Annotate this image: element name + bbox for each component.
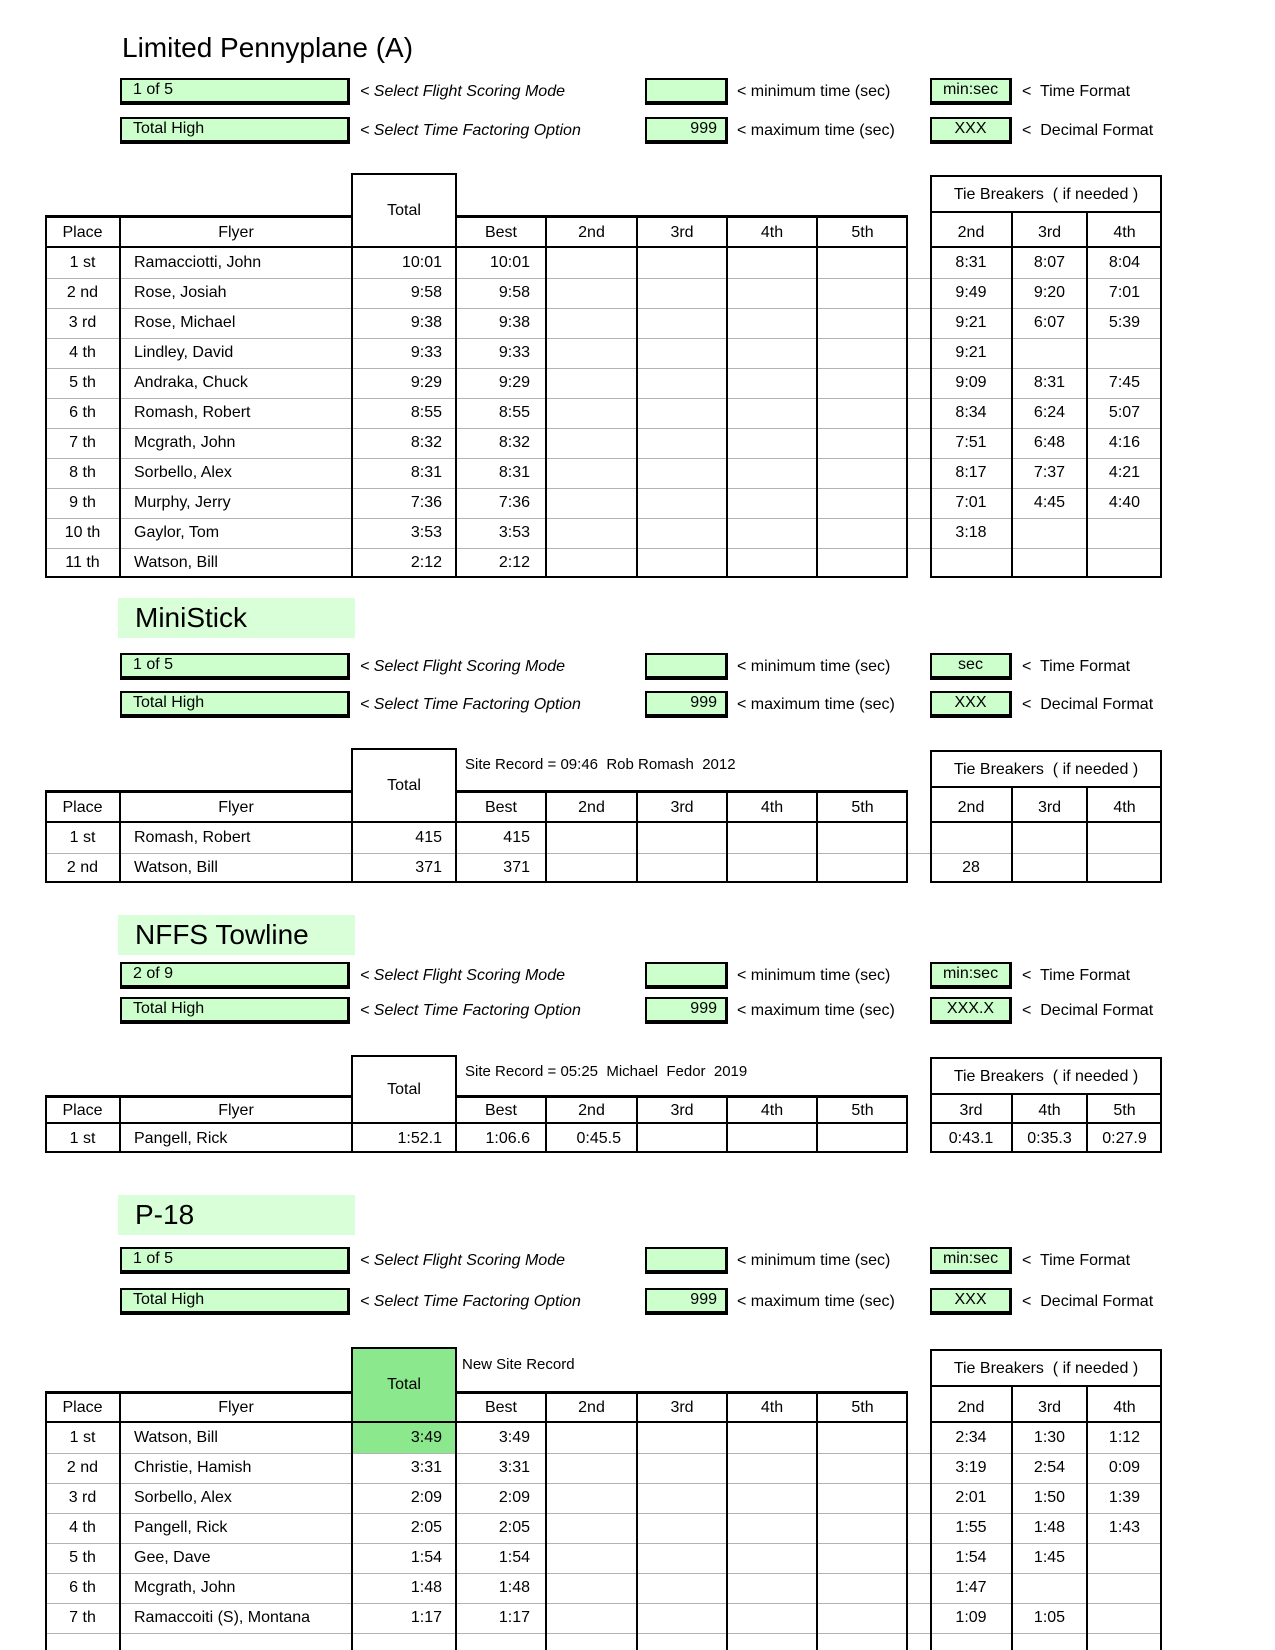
col-header-place: Place xyxy=(62,1102,103,1119)
tb-col-header: 3rd xyxy=(1037,1399,1062,1416)
tie-breakers-title: Tie Breakers ( if needed ) xyxy=(953,186,1139,203)
flyer-cell: Romash, Robert xyxy=(134,404,251,421)
flyer-cell: Sorbello, Alex xyxy=(134,464,232,481)
tb-cell: 4:45 xyxy=(1033,494,1066,511)
tb-cell: 9:49 xyxy=(955,284,987,301)
tb-cell: 8:07 xyxy=(1033,254,1066,271)
col-header-flight: 5th xyxy=(851,1399,874,1416)
col-header-place: Place xyxy=(62,799,103,816)
col-header-flight: 4th xyxy=(760,1102,784,1119)
time-format-input[interactable]: sec xyxy=(930,653,1012,680)
min-time-input[interactable] xyxy=(645,78,728,105)
time-format-label: < Time Format xyxy=(1022,1252,1131,1269)
tb-cell: 4:16 xyxy=(1108,434,1141,451)
col-header-flight: 5th xyxy=(851,224,874,241)
total-cell: 9:33 xyxy=(410,344,442,361)
tb-cell: 1:55 xyxy=(955,1519,987,1536)
column-divider xyxy=(636,215,638,578)
tb-cell: 7:45 xyxy=(1108,374,1141,391)
tb-cell: 5:07 xyxy=(1108,404,1141,421)
time-format-input[interactable]: min:sec xyxy=(930,78,1012,105)
col-header-flight: 4th xyxy=(760,1399,784,1416)
flight-cell: 2:12 xyxy=(498,554,530,571)
section-title: MiniStick xyxy=(135,602,248,633)
flight-cell: 9:29 xyxy=(498,374,530,391)
flyer-cell: Murphy, Jerry xyxy=(134,494,231,511)
tb-col-header: 3rd xyxy=(959,1102,983,1119)
total-cell: 1:52.1 xyxy=(397,1130,442,1147)
total-cell: 8:55 xyxy=(410,404,442,421)
flyer-cell: Pangell, Rick xyxy=(134,1130,228,1147)
tb-cell: 1:45 xyxy=(1033,1549,1066,1566)
flight-cell: 10:01 xyxy=(489,254,530,271)
decimal-format-input[interactable]: XXX xyxy=(930,117,1012,144)
min-time-label: < minimum time (sec) xyxy=(737,83,891,100)
tb-cell: 2:34 xyxy=(955,1429,987,1446)
tb-title-bottom-border xyxy=(930,1385,1162,1387)
tb-col-header: 3rd xyxy=(1037,224,1062,241)
flyer-cell: Mcgrath, John xyxy=(134,1579,236,1596)
column-divider xyxy=(816,1391,818,1650)
tb-cell: 1:09 xyxy=(955,1609,987,1626)
time-format-input[interactable]: min:sec xyxy=(930,1247,1012,1274)
time-factoring-input[interactable]: Total High xyxy=(120,691,350,718)
tb-cell: 0:09 xyxy=(1108,1459,1141,1476)
tie-breakers-title: Tie Breakers ( if needed ) xyxy=(953,761,1139,778)
flight-cell: 8:31 xyxy=(498,464,530,481)
flight-cell: 1:48 xyxy=(498,1579,530,1596)
total-cell: 3:49 xyxy=(410,1429,442,1446)
place-cell: 7 th xyxy=(69,434,96,451)
flight-cell: 1:06.6 xyxy=(485,1130,530,1147)
tb-top-border xyxy=(930,750,1162,752)
tb-cell: 9:21 xyxy=(955,314,987,331)
max-time-input[interactable]: 999 xyxy=(645,997,728,1024)
decimal-format-label: < Decimal Format xyxy=(1022,1293,1154,1310)
tb-cell: 1:43 xyxy=(1108,1519,1141,1536)
tb-cell: 7:01 xyxy=(955,494,987,511)
flyer-cell: Andraka, Chuck xyxy=(134,374,248,391)
total-cell: 7:36 xyxy=(410,494,442,511)
tb-cell: 8:04 xyxy=(1108,254,1141,271)
place-cell: 7 th xyxy=(69,1609,96,1626)
tie-breakers-title: Tie Breakers ( if needed ) xyxy=(953,1068,1139,1085)
flyer-cell: Ramacciotti, John xyxy=(134,254,262,271)
tb-bottom-border xyxy=(930,576,1162,578)
tb-cell: 5:39 xyxy=(1108,314,1141,331)
flight-cell: 0:45.5 xyxy=(576,1130,621,1147)
table-top-border xyxy=(45,1391,352,1394)
place-cell: 3 rd xyxy=(68,314,97,331)
total-cell: 1:48 xyxy=(410,1579,442,1596)
tb-cell: 8:34 xyxy=(955,404,987,421)
col-header-flight: 3rd xyxy=(670,799,694,816)
place-cell: 5 th xyxy=(69,1549,96,1566)
place-cell: 1 st xyxy=(69,1130,96,1147)
total-cell: 2:05 xyxy=(410,1519,442,1536)
decimal-format-input[interactable]: XXX xyxy=(930,1288,1012,1315)
col-header-flight: 3rd xyxy=(670,1102,694,1119)
flight-cell: 7:36 xyxy=(498,494,530,511)
place-cell: 4 th xyxy=(69,1519,96,1536)
section-title: NFFS Towline xyxy=(135,919,309,950)
max-time-label: < maximum time (sec) xyxy=(737,1002,895,1019)
tb-col-header: 4th xyxy=(1038,1102,1061,1119)
column-divider xyxy=(816,215,818,578)
total-cell: 9:58 xyxy=(410,284,442,301)
tb-cell: 1:50 xyxy=(1033,1489,1066,1506)
place-cell: 2 nd xyxy=(66,859,99,876)
col-header-flight: 3rd xyxy=(670,224,694,241)
total-cell: 2:12 xyxy=(410,554,442,571)
tb-col-header: 4th xyxy=(1113,799,1136,816)
tb-cell: 9:21 xyxy=(955,344,987,361)
flight-cell: 9:38 xyxy=(498,314,530,331)
place-cell: 8 th xyxy=(69,464,96,481)
total-cell: 1:54 xyxy=(410,1549,442,1566)
table-right-border xyxy=(906,1391,908,1650)
site-record-text: Site Record = 09:46 Rob Romash 2012 xyxy=(465,756,736,773)
place-cell: 6 th xyxy=(69,404,96,421)
flight-scoring-mode-input[interactable]: 1 of 5 xyxy=(120,653,350,680)
flight-scoring-mode-label: < Select Flight Scoring Mode xyxy=(360,658,565,675)
tb-cell: 4:21 xyxy=(1108,464,1141,481)
flyer-cell: Watson, Bill xyxy=(134,859,218,876)
total-cell: 415 xyxy=(415,829,442,846)
col-header-flight: 3rd xyxy=(670,1399,694,1416)
flyer-cell: Watson, Bill xyxy=(134,554,218,571)
tb-cell: 1:39 xyxy=(1108,1489,1141,1506)
tb-cell: 28 xyxy=(962,859,980,876)
min-time-label: < minimum time (sec) xyxy=(737,967,891,984)
grid-row-separator xyxy=(47,1633,1160,1634)
min-time-label: < minimum time (sec) xyxy=(737,1252,891,1269)
section-title: Limited Pennyplane (A) xyxy=(122,32,414,63)
col-header-flyer: Flyer xyxy=(218,1102,254,1119)
tb-cell: 2:01 xyxy=(955,1489,987,1506)
place-cell: 1 st xyxy=(69,829,96,846)
max-time-label: < maximum time (sec) xyxy=(737,122,895,139)
flyer-cell: Mcgrath, John xyxy=(134,434,236,451)
place-cell: 9 th xyxy=(69,494,96,511)
tb-col-header: 2nd xyxy=(957,1399,985,1416)
time-factoring-input[interactable]: Total High xyxy=(120,997,350,1024)
tb-top-border xyxy=(930,1057,1162,1059)
flight-cell: 1:54 xyxy=(498,1549,530,1566)
flight-cell: 371 xyxy=(503,859,530,876)
decimal-format-input[interactable]: XXX.X xyxy=(930,997,1012,1024)
max-time-input[interactable]: 999 xyxy=(645,691,728,718)
col-header-flight: 2nd xyxy=(578,799,605,816)
flight-cell: 1:17 xyxy=(498,1609,530,1626)
col-header-total: Total xyxy=(387,1081,421,1098)
place-cell: 1 st xyxy=(69,254,96,271)
col-header-flight: 4th xyxy=(760,224,784,241)
place-cell: 5 th xyxy=(69,374,96,391)
column-divider xyxy=(726,215,728,578)
total-cell: 3:31 xyxy=(410,1459,442,1476)
total-cell: 1:17 xyxy=(410,1609,442,1626)
total-cell: 9:29 xyxy=(410,374,442,391)
tb-cell: 1:48 xyxy=(1033,1519,1066,1536)
flight-cell: 415 xyxy=(503,829,530,846)
col-header-place: Place xyxy=(62,224,103,241)
tb-cell: 6:07 xyxy=(1033,314,1066,331)
col-header-total: Total xyxy=(387,1376,421,1393)
table-top-border xyxy=(45,1095,352,1098)
col-header-flight: 2nd xyxy=(578,224,605,241)
col-header-flight: 2nd xyxy=(578,1399,605,1416)
place-cell: 3 rd xyxy=(68,1489,97,1506)
flight-cell: 8:32 xyxy=(498,434,530,451)
total-cell: 8:31 xyxy=(410,464,442,481)
col-header-flyer: Flyer xyxy=(218,1399,254,1416)
tb-cell: 1:47 xyxy=(955,1579,987,1596)
flyer-cell: Gaylor, Tom xyxy=(134,524,220,541)
tb-cell: 7:51 xyxy=(955,434,987,451)
tb-cell: 8:31 xyxy=(955,254,987,271)
tb-cell: 1:30 xyxy=(1033,1429,1066,1446)
tb-col-header: 4th xyxy=(1113,1399,1136,1416)
col-header-flyer: Flyer xyxy=(218,799,254,816)
tb-cell: 4:40 xyxy=(1108,494,1141,511)
place-cell: 4 th xyxy=(69,344,96,361)
tb-cell: 3:19 xyxy=(955,1459,987,1476)
min-time-input[interactable] xyxy=(645,1247,728,1274)
tb-cell: 2:54 xyxy=(1033,1459,1066,1476)
column-divider xyxy=(726,1391,728,1650)
total-cell: 8:32 xyxy=(410,434,442,451)
tb-title-bottom-border xyxy=(930,786,1162,788)
col-header-flight: 2nd xyxy=(578,1102,605,1119)
flyer-cell: Ramaccoiti (S), Montana xyxy=(134,1609,311,1626)
flyer-cell: Christie, Hamish xyxy=(134,1459,252,1476)
section-title: P-18 xyxy=(135,1199,195,1230)
total-cell: 9:38 xyxy=(410,314,442,331)
col-header-flyer: Flyer xyxy=(218,224,254,241)
col-header-flight: 5th xyxy=(851,799,874,816)
min-time-input[interactable] xyxy=(645,653,728,680)
time-factoring-label: < Select Time Factoring Option xyxy=(360,696,581,713)
flight-cell: 9:33 xyxy=(498,344,530,361)
new-site-record-text: New Site Record xyxy=(462,1356,575,1373)
flight-cell: 2:09 xyxy=(498,1489,530,1506)
col-header-total: Total xyxy=(387,202,421,219)
flight-cell: 3:53 xyxy=(498,524,530,541)
tb-col-header: 3rd xyxy=(1037,799,1062,816)
flyer-cell: Rose, Michael xyxy=(134,314,236,331)
flight-scoring-mode-label: < Select Flight Scoring Mode xyxy=(360,1252,565,1269)
tb-cell: 8:17 xyxy=(955,464,987,481)
flight-cell: 3:49 xyxy=(498,1429,530,1446)
tb-cell: 9:09 xyxy=(955,374,987,391)
tb-cell: 0:27.9 xyxy=(1102,1130,1147,1147)
tb-title-bottom-border xyxy=(930,211,1162,213)
flight-cell: 8:55 xyxy=(498,404,530,421)
col-header-flight: Best xyxy=(484,799,517,816)
max-time-label: < maximum time (sec) xyxy=(737,696,895,713)
time-format-input[interactable]: min:sec xyxy=(930,962,1012,989)
col-header-total: Total xyxy=(387,777,421,794)
table-top-border xyxy=(456,215,908,218)
min-time-input[interactable] xyxy=(645,962,728,989)
tb-cell: 3:18 xyxy=(955,524,987,541)
table-right-border xyxy=(906,215,908,578)
total-cell: 371 xyxy=(415,859,442,876)
decimal-format-label: < Decimal Format xyxy=(1022,122,1154,139)
max-time-label: < maximum time (sec) xyxy=(737,1293,895,1310)
max-time-input[interactable]: 999 xyxy=(645,1288,728,1315)
tie-breakers-title: Tie Breakers ( if needed ) xyxy=(953,1360,1139,1377)
decimal-format-input[interactable]: XXX xyxy=(930,691,1012,718)
place-cell: 10 th xyxy=(64,524,101,541)
table-top-border xyxy=(456,1391,908,1394)
tb-cell: 8:31 xyxy=(1033,374,1066,391)
place-cell: 2 nd xyxy=(66,284,99,301)
table-top-border xyxy=(45,215,352,218)
tb-cell: 1:12 xyxy=(1108,1429,1141,1446)
col-header-place: Place xyxy=(62,1399,103,1416)
total-cell: 10:01 xyxy=(401,254,442,271)
time-factoring-input[interactable]: Total High xyxy=(120,117,350,144)
total-cell: 2:09 xyxy=(410,1489,442,1506)
place-cell: 2 nd xyxy=(66,1459,99,1476)
tb-cell: 1:05 xyxy=(1033,1609,1066,1626)
flight-cell: 9:58 xyxy=(498,284,530,301)
flight-cell: 2:05 xyxy=(498,1519,530,1536)
flight-scoring-mode-label: < Select Flight Scoring Mode xyxy=(360,83,565,100)
flight-scoring-mode-input[interactable]: 1 of 5 xyxy=(120,78,350,105)
flyer-cell: Pangell, Rick xyxy=(134,1519,228,1536)
time-factoring-input[interactable]: Total High xyxy=(120,1288,350,1315)
place-cell: 6 th xyxy=(69,1579,96,1596)
decimal-format-label: < Decimal Format xyxy=(1022,696,1154,713)
tb-col-header: 2nd xyxy=(957,799,985,816)
tb-cell: 0:43.1 xyxy=(948,1130,994,1147)
max-time-input[interactable]: 999 xyxy=(645,117,728,144)
time-factoring-label: < Select Time Factoring Option xyxy=(360,122,581,139)
tb-top-border xyxy=(930,1349,1162,1351)
place-cell: 11 th xyxy=(65,554,100,571)
tb-title-bottom-border xyxy=(930,1093,1162,1095)
min-time-label: < minimum time (sec) xyxy=(737,658,891,675)
tb-col-header: 5th xyxy=(1113,1102,1136,1119)
table-top-border xyxy=(456,790,908,793)
time-format-label: < Time Format xyxy=(1022,658,1131,675)
flyer-cell: Gee, Dave xyxy=(134,1549,211,1566)
flyer-cell: Romash, Robert xyxy=(134,829,251,846)
col-header-flight: 4th xyxy=(760,799,784,816)
column-divider xyxy=(636,1391,638,1650)
total-cell: 3:53 xyxy=(410,524,442,541)
flight-scoring-mode-input[interactable]: 1 of 5 xyxy=(120,1247,350,1274)
col-header-flight: Best xyxy=(484,1102,517,1119)
col-header-flight: Best xyxy=(484,1399,517,1416)
place-cell: 1 st xyxy=(69,1429,96,1446)
column-divider xyxy=(545,1391,547,1650)
flyer-cell: Rose, Josiah xyxy=(134,284,227,301)
flight-scoring-mode-label: < Select Flight Scoring Mode xyxy=(360,967,565,984)
tb-cell: 7:01 xyxy=(1108,284,1141,301)
flyer-cell: Watson, Bill xyxy=(134,1429,218,1446)
column-divider xyxy=(545,215,547,578)
col-header-flight: Best xyxy=(484,224,517,241)
flyer-cell: Sorbello, Alex xyxy=(134,1489,232,1506)
tb-top-border xyxy=(930,175,1162,177)
time-factoring-label: < Select Time Factoring Option xyxy=(360,1293,581,1310)
table-top-border xyxy=(45,790,352,793)
decimal-format-label: < Decimal Format xyxy=(1022,1002,1154,1019)
tb-col-header: 2nd xyxy=(957,224,985,241)
tb-cell: 6:24 xyxy=(1033,404,1066,421)
tb-cell: 1:54 xyxy=(955,1549,987,1566)
tb-col-header: 4th xyxy=(1113,224,1136,241)
tb-header-bottom-border xyxy=(930,821,1162,823)
time-format-label: < Time Format xyxy=(1022,83,1131,100)
flight-scoring-mode-input[interactable]: 2 of 9 xyxy=(120,962,350,989)
tb-cell: 0:35.3 xyxy=(1027,1130,1072,1147)
col-header-flight: 5th xyxy=(851,1102,874,1119)
time-factoring-label: < Select Time Factoring Option xyxy=(360,1002,581,1019)
tb-cell: 6:48 xyxy=(1033,434,1066,451)
flight-cell: 3:31 xyxy=(498,1459,530,1476)
tb-cell: 9:20 xyxy=(1033,284,1066,301)
flyer-cell: Lindley, David xyxy=(134,344,234,361)
table-top-border xyxy=(456,1095,908,1098)
time-format-label: < Time Format xyxy=(1022,967,1131,984)
site-record-text: Site Record = 05:25 Michael Fedor 2019 xyxy=(465,1063,748,1080)
tb-cell: 7:37 xyxy=(1033,464,1066,481)
